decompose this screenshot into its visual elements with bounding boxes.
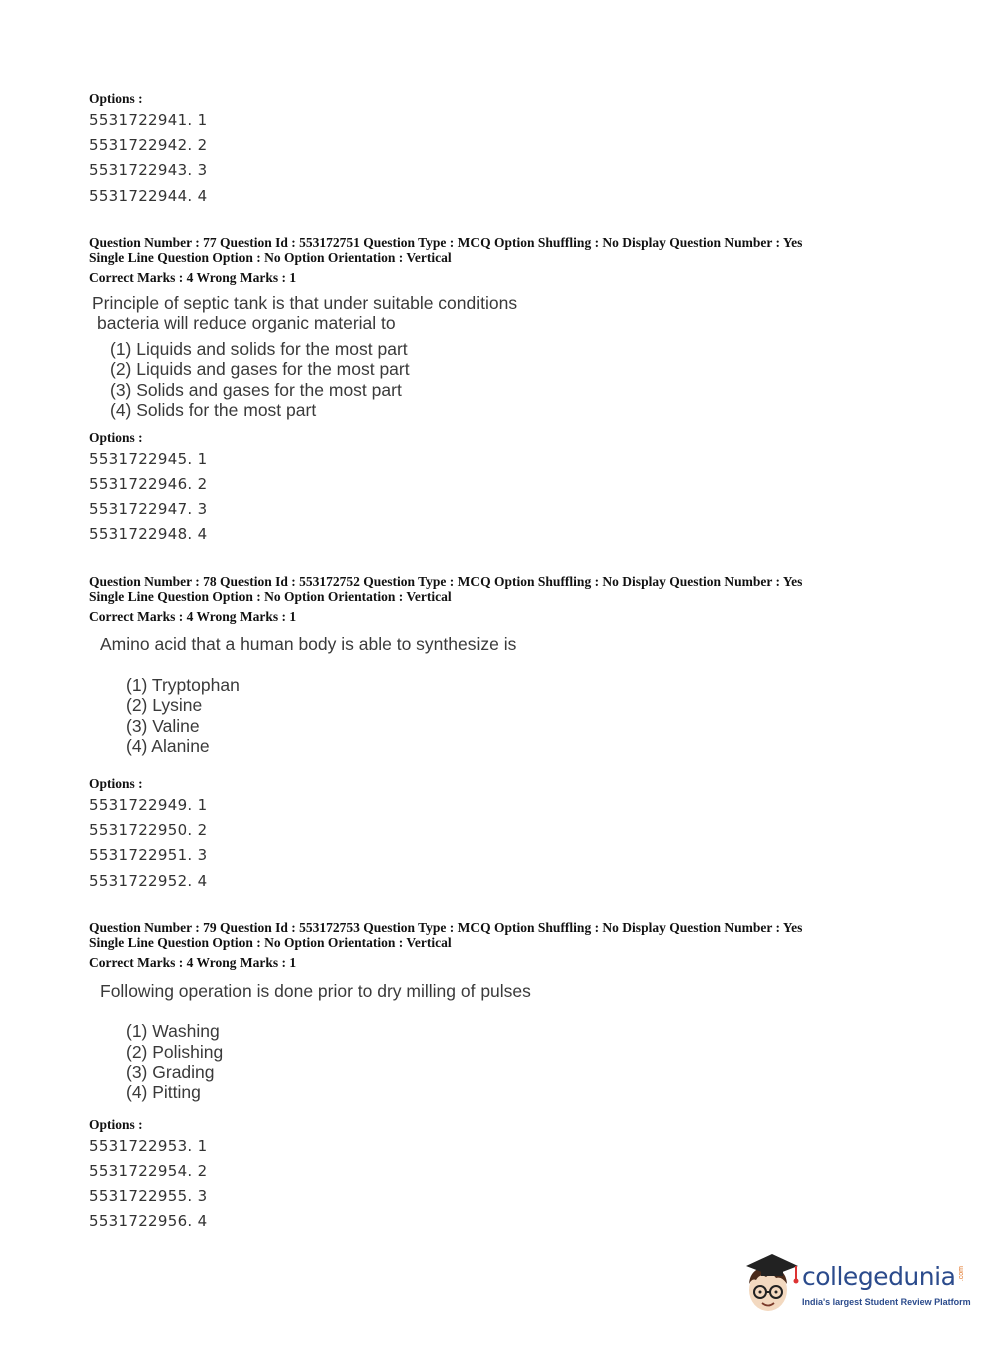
logo-com: .com (958, 1266, 965, 1282)
question-79-choice: (3) Grading (126, 1062, 215, 1082)
question-77-meta: Question Number : 77 Question Id : 553172751 Question Type : MCQ Option Shuffling : No Display Question Number : Yes (89, 235, 803, 250)
option-id: 5531722950. 2 (89, 821, 208, 839)
options-heading: Options : (89, 91, 143, 106)
question-78-text: Amino acid that a human body is able to synthesize is (100, 634, 517, 654)
option-id: 5531722956. 4 (89, 1212, 208, 1230)
question-78-meta: Question Number : 78 Question Id : 553172752 Question Type : MCQ Option Shuffling : No Display Question Number : Yes (89, 574, 803, 589)
option-id: 5531722951. 3 (89, 846, 208, 864)
question-77-choice: (3) Solids and gases for the most part (110, 380, 402, 400)
option-id: 5531722948. 4 (89, 525, 208, 543)
options-heading: Options : (89, 1117, 143, 1132)
option-id: 5531722953. 1 (89, 1137, 208, 1155)
logo-tagline: India's largest Student Review Platform (802, 1297, 971, 1307)
question-79-choice: (1) Washing (126, 1021, 220, 1041)
option-id: 5531722943. 3 (89, 161, 208, 179)
option-id: 5531722954. 2 (89, 1162, 208, 1180)
option-id: 5531722941. 1 (89, 111, 208, 129)
question-77-choice: (2) Liquids and gases for the most part (110, 359, 410, 379)
question-77-choice: (4) Solids for the most part (110, 400, 317, 420)
option-id: 5531722944. 4 (89, 187, 208, 205)
logo-wordmark: collegedunia (802, 1262, 956, 1291)
option-id: 5531722949. 1 (89, 796, 208, 814)
question-78-choice: (1) Tryptophan (126, 675, 240, 695)
options-heading: Options : (89, 430, 143, 445)
option-id: 5531722955. 3 (89, 1187, 208, 1205)
options-heading: Options : (89, 776, 143, 791)
option-id: 5531722947. 3 (89, 500, 208, 518)
option-id: 5531722946. 2 (89, 475, 208, 493)
question-79-marks: Correct Marks : 4 Wrong Marks : 1 (89, 955, 297, 970)
option-id: 5531722952. 4 (89, 872, 208, 890)
question-79-choice: (2) Polishing (126, 1042, 224, 1062)
question-77-text: Principle of septic tank is that under suitable conditions (92, 293, 518, 313)
mascot-graduation-cap-icon (742, 1250, 800, 1316)
question-77-choice: (1) Liquids and solids for the most part (110, 339, 408, 359)
question-77-meta-2: Single Line Question Option : No Option Orientation : Vertical (89, 250, 452, 265)
question-78-choice: (4) Alanine (126, 736, 210, 756)
option-id: 5531722942. 2 (89, 136, 208, 154)
question-78-meta-2: Single Line Question Option : No Option Orientation : Vertical (89, 589, 452, 604)
question-78-choice: (3) Valine (126, 716, 200, 736)
question-79-meta-2: Single Line Question Option : No Option Orientation : Vertical (89, 935, 452, 950)
collegedunia-logo (742, 1250, 972, 1320)
question-77-text-2: bacteria will reduce organic material to (97, 313, 396, 333)
question-78-marks: Correct Marks : 4 Wrong Marks : 1 (89, 609, 297, 624)
question-79-text: Following operation is done prior to dry milling of pulses (100, 981, 531, 1001)
question-79-choice: (4) Pitting (126, 1082, 201, 1102)
question-79-meta: Question Number : 79 Question Id : 553172753 Question Type : MCQ Option Shuffling : No Display Question Number : Yes (89, 920, 803, 935)
question-77-marks: Correct Marks : 4 Wrong Marks : 1 (89, 270, 297, 285)
question-78-choice: (2) Lysine (126, 695, 203, 715)
option-id: 5531722945. 1 (89, 450, 208, 468)
